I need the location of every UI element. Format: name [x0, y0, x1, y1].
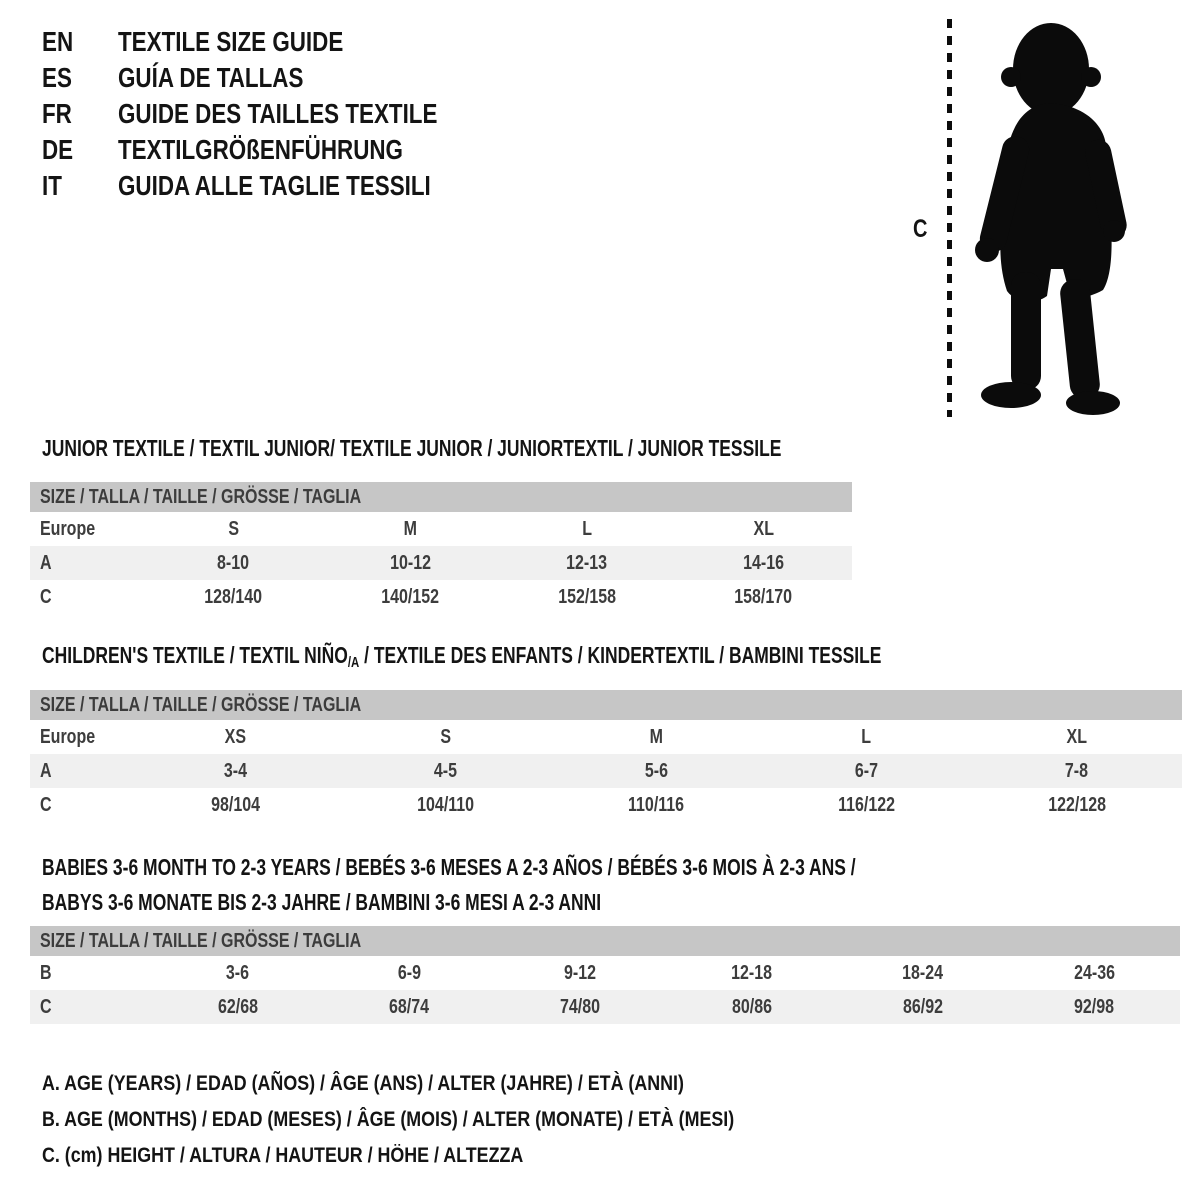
height-cell: 152/158	[557, 585, 616, 608]
size-cell: S	[228, 517, 239, 540]
junior-row-europe	[30, 512, 852, 546]
height-cell: 62/68	[217, 995, 258, 1018]
age-cell: 14-16	[743, 551, 785, 574]
age-cell: 7-8	[1065, 759, 1089, 782]
months-cell: 6-9	[397, 961, 421, 984]
nino-a-subscript: /A	[347, 654, 360, 671]
junior-row-height	[30, 580, 852, 614]
children-row-europe	[30, 720, 1182, 754]
height-measure-label: C	[913, 215, 928, 243]
months-cell: 9-12	[564, 961, 597, 984]
age-cell: 6-7	[854, 759, 878, 782]
age-cell: 8-10	[217, 551, 250, 574]
babies-row-months	[30, 956, 1180, 990]
height-cell: 92/98	[1074, 995, 1115, 1018]
height-cell: 98/104	[210, 793, 260, 816]
language-row-fr	[42, 96, 517, 132]
legend-age-months: B. AGE (MONTHS) / EDAD (MESES) / ÂGE (MOIS) / ALTER (MONATE) / ETÀ (MESI)	[42, 1108, 735, 1131]
row-label: A	[40, 759, 52, 782]
language-row-it	[42, 168, 517, 204]
size-cell: M	[649, 725, 663, 748]
guide-title-en: TEXTILE SIZE GUIDE	[118, 26, 344, 57]
size-cell: S	[440, 725, 451, 748]
babies-title-line1: BABIES 3-6 MONTH TO 2-3 YEARS / BEBÉS 3-6 MESES A 2-3 AÑOS / BÉBÉS 3-6 MOIS À 2-3 ANS /	[42, 854, 856, 880]
height-dashed-line	[947, 19, 952, 417]
size-cell: XS	[224, 725, 246, 748]
babies-size-table	[30, 926, 1180, 1024]
language-title-list	[42, 24, 517, 204]
size-cell: L	[581, 517, 592, 540]
height-cell: 104/110	[417, 793, 475, 816]
guide-title-es: GUÍA DE TALLAS	[118, 62, 304, 93]
months-cell: 3-6	[226, 961, 250, 984]
row-label: C	[40, 995, 52, 1018]
language-code-it: IT	[42, 170, 62, 201]
size-cell: XL	[753, 517, 774, 540]
legend-height-cm: C. (cm) HEIGHT / ALTURA / HAUTEUR / HÖHE / ALTEZZA	[42, 1144, 524, 1167]
row-label: B	[40, 961, 52, 984]
age-cell: 12-13	[566, 551, 608, 574]
babies-table-header	[30, 926, 1180, 956]
size-header-label: SIZE / TALLA / TAILLE / GRÖSSE / TAGLIA	[40, 693, 362, 716]
height-cell: 158/170	[734, 585, 793, 608]
height-cell: 74/80	[560, 995, 601, 1018]
language-row-es	[42, 60, 517, 96]
age-cell: 4-5	[434, 759, 458, 782]
measurement-legend	[42, 1066, 856, 1174]
height-cell: 122/128	[1047, 793, 1106, 816]
height-cell: 116/122	[837, 793, 895, 816]
language-code-de: DE	[42, 134, 74, 165]
height-cell: 80/86	[731, 995, 772, 1018]
row-label: C	[40, 585, 52, 608]
babies-title-line2: BABYS 3-6 MONATE BIS 2-3 JAHRE / BAMBINI 3-6 MESI A 2-3 ANNI	[42, 889, 602, 915]
size-header-label: SIZE / TALLA / TAILLE / GRÖSSE / TAGLIA	[40, 485, 362, 508]
guide-title-fr: GUIDE DES TAILLES TEXTILE	[118, 98, 438, 129]
babies-row-height	[30, 990, 1180, 1024]
row-label: Europe	[40, 725, 96, 748]
height-cell: 128/140	[204, 585, 263, 608]
junior-size-table	[30, 482, 852, 614]
language-code-fr: FR	[42, 98, 72, 129]
children-row-age	[30, 754, 1182, 788]
children-section-title: CHILDREN'S TEXTILE / TEXTIL NIÑO/A / TEXTILE DES ENFANTS / KINDERTEXTIL / BAMBINI TESSILE	[42, 642, 882, 671]
row-label: C	[40, 793, 52, 816]
height-measure-figure	[905, 15, 1165, 420]
height-cell: 68/74	[388, 995, 430, 1018]
size-cell: XL	[1066, 725, 1088, 748]
height-cell: 140/152	[381, 585, 440, 608]
size-header-label: SIZE / TALLA / TAILLE / GRÖSSE / TAGLIA	[40, 929, 362, 952]
children-table-header	[30, 690, 1182, 720]
junior-section-title: JUNIOR TEXTILE / TEXTIL JUNIOR/ TEXTILE JUNIOR / JUNIORTEXTIL / JUNIOR TESSILE	[42, 435, 782, 461]
language-code-es: ES	[42, 62, 72, 93]
babies-section-title	[42, 850, 1113, 920]
row-label: A	[40, 551, 52, 574]
children-row-height	[30, 788, 1182, 822]
language-code-en: EN	[42, 26, 74, 57]
height-cell: 110/116	[627, 793, 685, 816]
junior-table-header	[30, 482, 852, 512]
months-cell: 18-24	[902, 961, 944, 984]
children-size-table	[30, 690, 1182, 822]
guide-title-de: TEXTILGRÖßENFÜHRUNG	[118, 134, 403, 165]
language-row-en	[42, 24, 517, 60]
size-cell: L	[861, 725, 872, 748]
height-cell: 86/92	[902, 995, 943, 1018]
age-cell: 5-6	[644, 759, 668, 782]
months-cell: 24-36	[1073, 961, 1115, 984]
junior-row-age	[30, 546, 852, 580]
size-cell: M	[403, 517, 417, 540]
language-row-de	[42, 132, 517, 168]
toddler-silhouette-icon	[962, 17, 1134, 417]
row-label: Europe	[40, 517, 96, 540]
age-cell: 3-4	[223, 759, 247, 782]
legend-age-years: A. AGE (YEARS) / EDAD (AÑOS) / ÂGE (ANS) / ALTER (JAHRE) / ETÀ (ANNI)	[42, 1072, 684, 1095]
age-cell: 10-12	[389, 551, 431, 574]
guide-title-it: GUIDA ALLE TAGLIE TESSILI	[118, 170, 431, 201]
months-cell: 12-18	[731, 961, 773, 984]
